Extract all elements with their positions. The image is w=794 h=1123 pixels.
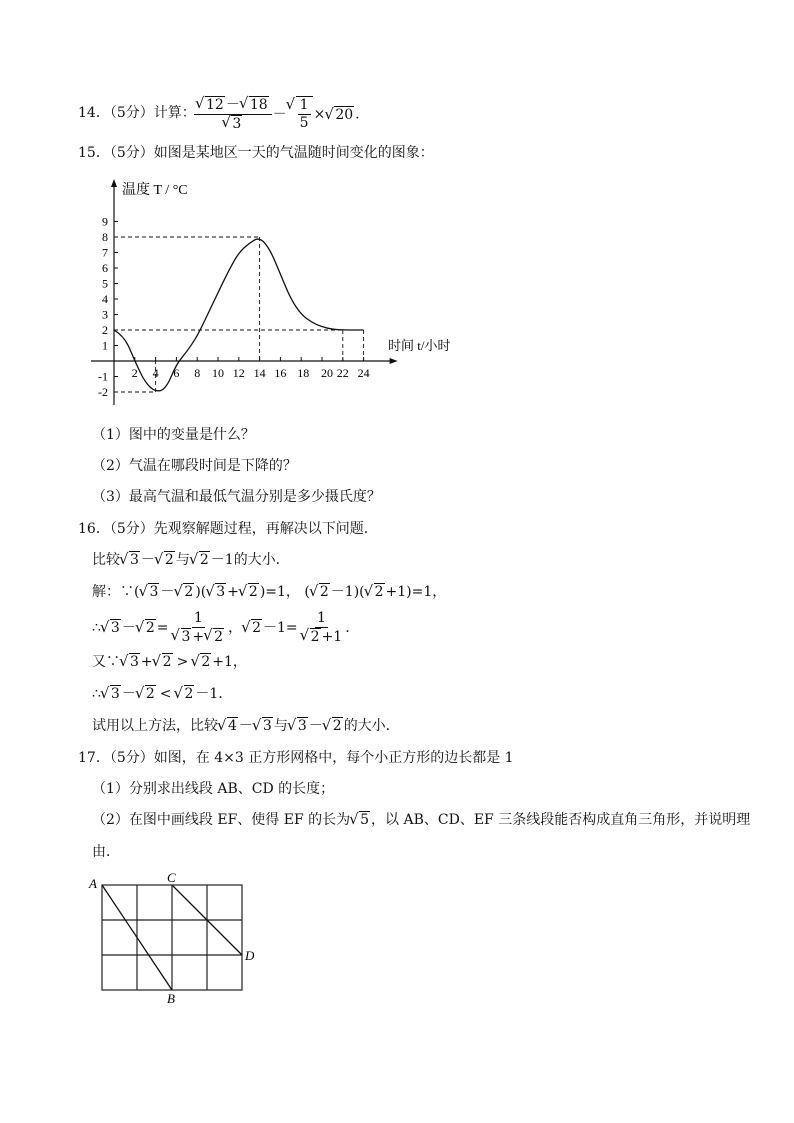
q16-text: 先观察解题过程，再解决以下问题． <box>153 521 378 537</box>
q16-number: 16． <box>78 521 110 537</box>
q14-root-den: 5 <box>299 115 309 131</box>
x-tick-label: 22 <box>336 366 349 380</box>
q14-den: 3 <box>232 116 242 132</box>
q17-line <box>78 748 514 768</box>
y-tick-label: 8 <box>102 230 108 244</box>
y-tick-label: -1 <box>98 369 108 384</box>
x-tick-label: 2 <box>131 366 138 380</box>
x-tick-label: 16 <box>274 366 287 380</box>
q14-expression: √ 12 －√ 18 √ 3 － √ $\frac{1}{5}$ ×√ 20 . <box>193 96 360 133</box>
q17-sub2-end: 由． <box>92 844 120 860</box>
q16-compare-mid: 与 <box>175 552 190 568</box>
y-tick-label: 2 <box>102 323 108 337</box>
grid-lines <box>102 885 242 990</box>
q17-text: 如图，在 4×3 正方形网格中，每个小正方形的边长都是 1 <box>153 750 514 766</box>
q14-root-frac <box>287 96 313 132</box>
y-tick-label: 1 <box>102 338 108 353</box>
q15-score: （5分） <box>109 145 154 161</box>
q16-compare-pre: 比较 <box>92 552 120 568</box>
q15-sub1: （1）图中的变量是什么？ <box>92 427 255 443</box>
q14-num-a: 12 <box>206 97 224 113</box>
x-tick-label: 8 <box>194 366 201 380</box>
q16-eq1-result: =1， <box>265 584 300 600</box>
q16-also: 又∵ <box>92 654 120 670</box>
chart-xlabel: 时间 t/小时 <box>388 338 451 353</box>
y-tick-label: 7 <box>102 245 108 260</box>
x-tick-label: 4 <box>152 366 159 380</box>
q16-plus1: +1， <box>212 654 247 670</box>
temperature-chart <box>84 175 464 405</box>
q16-therefore: ∴ <box>92 620 101 636</box>
x-tick-label: 14 <box>253 366 266 380</box>
q17-number: 17． <box>78 750 110 766</box>
q14-num-b: 18 <box>249 97 268 113</box>
q14-times: × <box>313 106 326 123</box>
q16-task: 试用以上方法，比较√ 4 －√ 3 与√ 3 －√ 2 的大小． <box>92 716 400 736</box>
q16-minus1-end: －1． <box>195 686 233 702</box>
q16-lt: < <box>159 686 172 702</box>
q16-solution-2: ∴√ 3 －√ 2 = 1 √ 3 +√ 2 ，√ 2 －1= 1 √ 2 +1 . <box>92 610 350 646</box>
q14-text: 计算： <box>153 105 196 121</box>
q16-eq2-result: =1， <box>411 584 447 600</box>
q16-therefore-2: ∴ <box>92 686 101 702</box>
chart-ylabel: 温度 T / °C <box>122 183 188 198</box>
y-tick-label: 3 <box>102 307 108 322</box>
x-tick-label: 12 <box>232 366 245 380</box>
x-tick-label: 10 <box>212 366 224 380</box>
x-axis-arrow <box>390 358 398 364</box>
q16-compare-post: 的大小． <box>233 552 290 568</box>
q16-score: （5分） <box>109 521 154 537</box>
q15-text: 如图是某地区一天的气温随时间变化的图象： <box>153 145 434 161</box>
q14-root-c: 20 <box>335 106 354 123</box>
q15-sub3: （3）最高气温和最低气温分别是多少摄氏度？ <box>92 489 381 505</box>
q15-sub2: （2）气温在哪段时间是下降的？ <box>92 458 297 474</box>
q16-sol-label: 解：∵ <box>92 584 134 600</box>
q14-fraction: √ 12 －√ 18 √ 3 <box>194 96 272 133</box>
q17-score: （5分） <box>109 750 154 766</box>
point-b-label: B <box>167 991 175 1005</box>
q17-sub2 <box>92 810 750 830</box>
q15-number: 15． <box>78 145 110 161</box>
q16-gt: > <box>176 654 189 670</box>
q17-sub2-pre: （2）在图中画线段 EF、使得 EF 的长为 <box>92 812 351 828</box>
q17-sub2-root: 5 <box>360 812 370 828</box>
q16-task-pre: 试用以上方法，比较 <box>92 718 218 734</box>
grid-figure <box>86 870 276 1005</box>
q16-compare: 比较√ 3 －√ 2 与√ 2 －1的大小． <box>92 550 290 570</box>
x-tick-label: 20 <box>321 366 333 380</box>
y-tick-label: 5 <box>102 276 108 291</box>
q16-solution-4: ∴√ 3 －√ 2 <√ 2 －1． <box>92 684 232 704</box>
point-a-label: A <box>89 876 97 891</box>
y-tick-label: 4 <box>102 292 108 306</box>
y-tick-label: 6 <box>102 261 108 275</box>
q16-task-mid: 与 <box>273 718 288 734</box>
q16-task-post: 的大小． <box>343 718 400 734</box>
point-c-label: C <box>167 870 176 885</box>
x-tick-label: 6 <box>173 366 180 380</box>
q14-score: （5分） <box>109 105 154 121</box>
q15-line <box>78 143 434 163</box>
q16-solution-1: 解：∵(√ 3 －√ 2 )(√ 3 +√ 2 )=1， (√ 2 －1)(√ 2 +1)=1， <box>92 582 446 602</box>
x-tick-label: 18 <box>297 366 310 380</box>
y-tick-label: -2 <box>98 385 108 399</box>
q16-solution-3: 又∵√ 3 +√ 2 >√ 2 +1， <box>92 652 247 672</box>
q14-number: 14． <box>78 105 110 121</box>
q14-end: . <box>355 106 360 123</box>
q17-sub2-post: ，以 AB、CD、EF 三条线段能否构成直角三角形，并说明理 <box>371 812 751 828</box>
q16-line <box>78 519 378 539</box>
q14-line <box>78 103 196 123</box>
q14-root-num: √ 1 <box>299 97 309 113</box>
point-d-label: D <box>245 948 255 963</box>
x-tick-label: 24 <box>357 366 370 380</box>
q17-sub1: （1）分别求出线段 AB、CD 的长度； <box>92 781 335 797</box>
y-axis-arrow <box>111 179 117 187</box>
y-tick-label: 9 <box>102 214 108 229</box>
